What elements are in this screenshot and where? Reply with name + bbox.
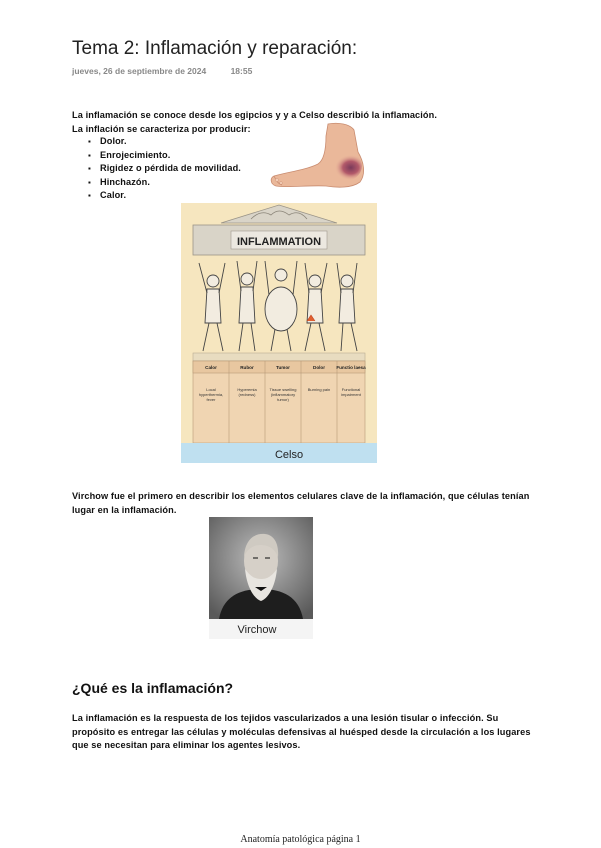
figure-caption: Celso xyxy=(274,449,304,461)
table-cell-text: Functional impairment xyxy=(341,387,361,397)
portrait-caption: Virchow xyxy=(237,624,277,636)
page-footer: Anatomía patológica página 1 xyxy=(240,834,361,845)
page-title: Tema 2: Inflamación y reparación: xyxy=(72,38,358,59)
section-heading: ¿Qué es la inflamación? xyxy=(72,680,234,696)
intro-characteristics: La inflación se caracteriza por producir: xyxy=(72,124,251,134)
table-cell xyxy=(230,387,264,427)
page-date: jueves, 26 de septiembre de 2024 xyxy=(72,66,207,76)
page-time: 18:55 xyxy=(230,66,253,76)
figure-header: INFLAMMATION xyxy=(236,236,322,248)
inflammation-figure xyxy=(181,203,377,463)
virchow-portrait xyxy=(209,517,313,639)
list-item: ▪ Hinchazón. xyxy=(100,176,241,190)
table-header: Calor xyxy=(205,365,217,370)
symptom-list xyxy=(86,135,241,203)
list-item: ▪ Rigidez o pérdida de movilidad. xyxy=(100,162,241,176)
table-cell-text: Tissue swelling (inflammatory tumor) xyxy=(269,387,297,402)
table-cell xyxy=(266,387,300,427)
table-cell-text: Burning pain xyxy=(307,387,331,392)
list-item: ▪ Dolor. xyxy=(100,135,241,149)
table-cell xyxy=(302,387,336,427)
table-header: Dolor xyxy=(313,365,325,370)
definition-paragraph: La inflamación es la respuesta de los tejidos vascularizados a una lesión tisular o infección. Su propósito es entregar las células y moléculas defensivas al huésped desde la circulación a los lugares que se necesitan para eliminar los agentes lesivos. xyxy=(72,713,531,750)
table-cell-text: Local hyperthermia, fever xyxy=(198,387,224,402)
swollen-foot-image xyxy=(268,122,368,194)
table-header: Tumor xyxy=(276,365,290,370)
virchow-paragraph: Virchow fue el primero en describir los elementos celulares clave de la inflamación, que células tenían lugar en la inflamación. xyxy=(72,491,530,515)
table-header: Functio laesa xyxy=(336,365,366,370)
table-cell xyxy=(338,387,364,427)
table-header: Rubor xyxy=(240,365,254,370)
table-cell xyxy=(194,387,228,427)
table-cell-text: Hyperemia (redness) xyxy=(237,387,257,397)
list-item: ▪ Calor. xyxy=(100,189,241,203)
page-timestamp xyxy=(72,66,252,76)
intro-paragraph: La inflamación se conoce desde los egipcios y y a Celso describió la inflamación. xyxy=(72,110,437,120)
list-item: ▪ Enrojecimiento. xyxy=(100,149,241,163)
